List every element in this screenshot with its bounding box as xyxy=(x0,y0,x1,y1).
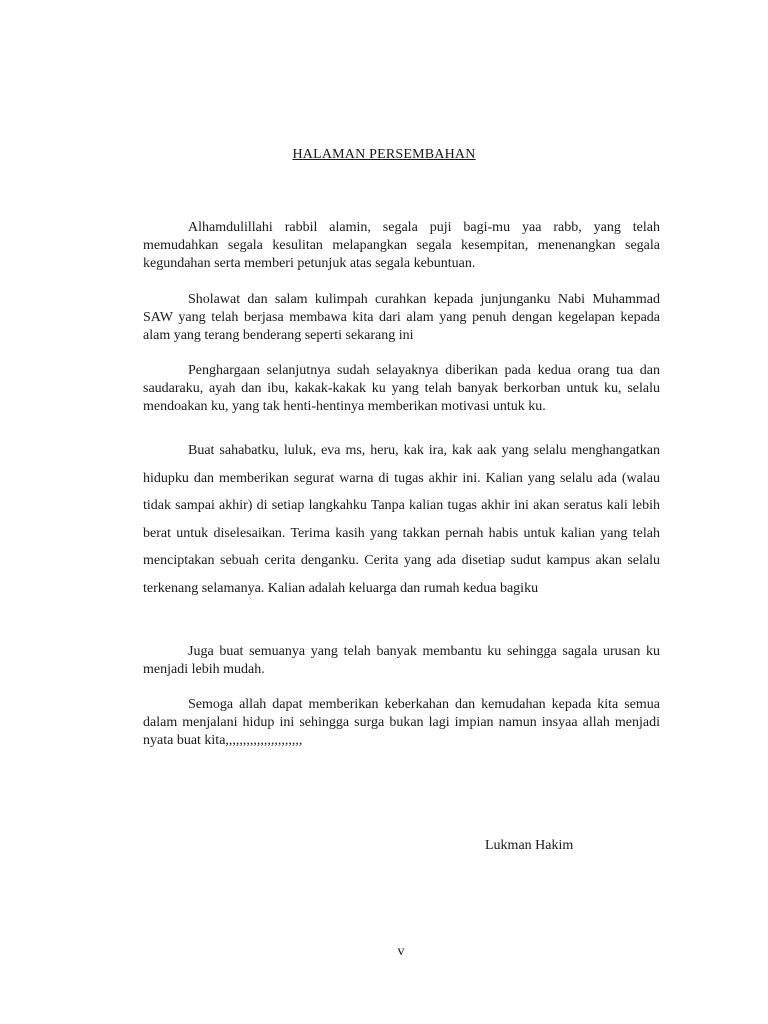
paragraph-helpers: Juga buat semuanya yang telah banyak membantu ku sehingga sagala urusan ku menjadi lebih mudah. xyxy=(143,644,660,677)
page-title: HALAMAN PERSEMBAHAN xyxy=(292,147,476,162)
paragraph-sholawat: Sholawat dan salam kulimpah curahkan kepada junjunganku Nabi Muhammad SAW yang telah berjasa membawa kita dari alam yang penuh dengan kegelapan kepada alam yang terang benderang seperti sekarang ini xyxy=(143,292,660,343)
signature-name: Lukman Hakim xyxy=(485,838,574,853)
paragraph-parents: Penghargaan selanjutnya sudah selayaknya diberikan pada kedua orang tua dan saudaraku, ayah dan ibu, kakak-kakak ku yang telah banyak berkorban untuk ku, selalu mendoakan ku, yang tak henti-hentinya memberikan motivasi untuk ku. xyxy=(143,363,660,414)
paragraph-prayer: Semoga allah dapat memberikan keberkahan dan kemudahan kepada kita semua dalam menjalani hidup ini sehingga surga bukan lagi impian namun insyaa allah menjadi nyata buat kita,,,,,,,,,,,,,,,,,,,,,, xyxy=(143,697,660,748)
paragraph-friends: Buat sahabatku, luluk, eva ms, heru, kak ira, kak aak yang selalu menghangatkan hidupku dan memberikan segurat warna di tugas akhir ini. Kalian yang selalu ada (walau tidak sampai akhir) di setiap langkahku Tanpa kalian tugas akhir ini akan seratus kali lebih berat untuk diselesaikan. Terima kasih yang takkan pernah habis untuk kalian yang telah menciptakan sebuah cerita denganku. Cerita yang ada disetiap sudut kampus akan selalu terkenang selamanya. Kalian adalah keluarga dan rumah kedua bagiku xyxy=(143,443,660,596)
paragraph-gratitude: Alhamdulillahi rabbil alamin, segala puji bagi-mu yaa rabb, yang telah memudahkan segala kesulitan melapangkan segala kesempitan, menenangkan segala kegundahan serta memberi petunjuk atas segala kebuntuan. xyxy=(143,220,660,271)
page-number: v xyxy=(397,944,405,959)
